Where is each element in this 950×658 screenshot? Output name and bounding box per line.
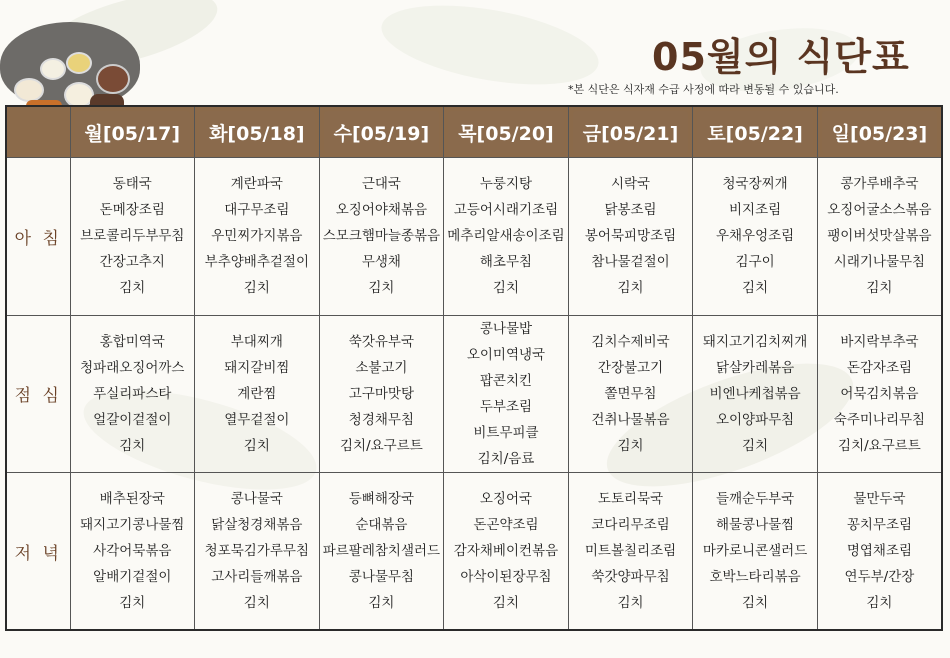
menu-item: 김구이 xyxy=(735,254,775,271)
menu-item: 들깨순두부국 xyxy=(715,491,795,507)
menu-item: 간장불고기 xyxy=(597,359,664,376)
menu-item: 건취나물볶음 xyxy=(591,411,670,428)
menu-item: 동태국 xyxy=(112,176,152,193)
menu-cell xyxy=(693,315,818,473)
menu-item: 콩나물국 xyxy=(230,491,283,507)
menu-item: 푸실리파스타 xyxy=(93,385,172,402)
menu-item: 순대볶음 xyxy=(355,517,408,533)
menu-item: 김치/요구르트 xyxy=(340,437,423,454)
menu-item: 호박느타리볶음 xyxy=(709,569,801,585)
menu-item: 쫄면무침 xyxy=(604,385,657,402)
menu-item: 김치 xyxy=(617,280,644,297)
menu-item: 김치 xyxy=(617,437,644,454)
menu-item: 해물콩나물찜 xyxy=(715,517,795,533)
menu-item: 김치 xyxy=(243,437,270,454)
menu-item: 계란파국 xyxy=(230,176,283,193)
menu-item: 간장고추지 xyxy=(99,254,165,271)
menu-cell xyxy=(319,158,444,316)
menu-item: 참나물겉절이 xyxy=(591,254,670,271)
menu-item: 닭살청경채볶음 xyxy=(211,517,303,533)
menu-item: 김치 xyxy=(742,280,769,297)
menu-item: 계란찜 xyxy=(237,385,277,402)
menu-item: 고구마맛탕 xyxy=(348,385,415,402)
menu-cell xyxy=(195,315,320,473)
menu-cell xyxy=(693,473,818,631)
menu-item: 미트볼칠리조림 xyxy=(584,543,677,559)
menu-item: 돈감자조림 xyxy=(846,359,913,376)
menu-cell xyxy=(319,315,444,473)
menu-item: 등뼈해장국 xyxy=(348,491,415,507)
meal-row xyxy=(6,473,942,631)
meal-label: 아 침 xyxy=(6,158,70,316)
menu-item: 시락국 xyxy=(610,176,651,193)
menu-item: 돈곤약조림 xyxy=(473,517,539,533)
menu-cell xyxy=(444,158,569,316)
menu-item: 비엔나케첩볶음 xyxy=(709,385,801,402)
menu-item: 누룽지탕 xyxy=(479,176,533,193)
menu-item: 닭봉조림 xyxy=(604,202,657,219)
meal-table xyxy=(5,105,943,631)
menu-item: 아삭이된장무침 xyxy=(460,569,552,585)
meal-row xyxy=(6,315,942,473)
menu-item: 비트무피클 xyxy=(473,424,539,441)
menu-item: 배추된장국 xyxy=(99,491,165,507)
menu-item: 닭살카레볶음 xyxy=(715,359,795,376)
menu-item: 대구무조림 xyxy=(224,202,290,219)
menu-item: 김치 xyxy=(742,437,769,454)
menu-item: 돼지고기콩나물찜 xyxy=(80,517,185,533)
menu-item: 우채우엉조림 xyxy=(715,228,795,245)
menu-cell xyxy=(195,158,320,316)
menu-item: 오징어굴소스볶음 xyxy=(827,202,932,219)
menu-cell xyxy=(444,315,569,473)
menu-item: 홍합미역국 xyxy=(99,333,165,350)
menu-item: 바지락부추국 xyxy=(840,333,919,350)
menu-item: 청경채무침 xyxy=(348,411,415,428)
menu-item: 오징어야채볶음 xyxy=(335,202,428,219)
day-header: 금[05/21] xyxy=(568,106,693,158)
menu-item: 김치 xyxy=(866,280,893,297)
menu-item: 돼지고기김치찌개 xyxy=(702,333,808,350)
menu-cell xyxy=(693,158,818,316)
menu-item: 김치 xyxy=(866,595,893,611)
menu-item: 도토리묵국 xyxy=(597,491,664,507)
menu-cell xyxy=(817,473,942,631)
menu-item: 김치 xyxy=(119,437,146,454)
notice-text: *본 식단은 식자재 수급 사정에 따라 변동될 수 있습니다. xyxy=(568,83,839,96)
menu-item: 해초무침 xyxy=(479,254,533,271)
menu-item: 우민찌가지볶음 xyxy=(211,228,303,245)
menu-item: 파르팔레참치샐러드 xyxy=(322,543,441,559)
menu-item: 김치 xyxy=(492,595,520,611)
menu-item: 브로콜리두부무침 xyxy=(80,228,185,245)
menu-cell xyxy=(568,315,693,473)
menu-item: 부대찌개 xyxy=(230,333,283,350)
menu-item: 꽁치무조림 xyxy=(846,517,913,533)
menu-item: 코다리무조림 xyxy=(591,517,670,533)
menu-item: 사각어묵볶음 xyxy=(93,543,172,559)
menu-item: 근대국 xyxy=(361,176,401,193)
meal-row xyxy=(6,158,942,316)
day-header: 월[05/17] xyxy=(70,106,195,158)
menu-cell xyxy=(319,473,444,631)
menu-item: 김치수제비국 xyxy=(591,333,670,350)
menu-item: 쑥갓양파무침 xyxy=(591,569,670,585)
menu-item: 고사리들깨볶음 xyxy=(211,569,303,585)
menu-item: 콩나물밥 xyxy=(479,320,533,337)
menu-item: 김치 xyxy=(742,595,769,611)
menu-item: 비지조림 xyxy=(729,202,782,219)
menu-item: 열무겉절이 xyxy=(224,411,290,428)
menu-item: 무생채 xyxy=(361,254,401,271)
menu-item: 김치 xyxy=(243,595,270,611)
menu-cell xyxy=(70,315,195,473)
menu-item: 소불고기 xyxy=(355,359,408,376)
menu-item: 부추양배추겉절이 xyxy=(204,254,309,271)
corner-cell xyxy=(6,106,70,158)
menu-item: 청포묵김가루무침 xyxy=(204,543,309,559)
menu-item: 고등어시래기조림 xyxy=(453,202,559,219)
menu-item: 오이양파무침 xyxy=(715,411,795,428)
day-header: 화[05/18] xyxy=(195,106,320,158)
menu-item: 김치 xyxy=(368,280,395,297)
menu-item: 메추리알새송이조림 xyxy=(447,228,565,245)
menu-item: 김치 xyxy=(119,280,146,297)
meal-label: 점 심 xyxy=(6,315,70,473)
menu-item: 청국장찌개 xyxy=(722,176,788,193)
menu-cell xyxy=(70,473,195,631)
menu-item: 김치 xyxy=(492,280,520,297)
menu-item: 마카로니콘샐러드 xyxy=(702,543,808,559)
menu-item: 봉어묵피망조림 xyxy=(584,228,677,245)
menu-cell xyxy=(568,473,693,631)
menu-item: 청파래오징어까스 xyxy=(80,359,185,376)
menu-item: 연두부/간장 xyxy=(844,569,915,585)
menu-cell xyxy=(817,315,942,473)
menu-item: 김치 xyxy=(617,595,644,611)
menu-item: 콩가루배추국 xyxy=(840,176,919,193)
menu-item: 오이미역냉국 xyxy=(466,346,546,363)
menu-item: 콩나물무침 xyxy=(348,569,415,585)
day-header-row xyxy=(6,106,942,158)
menu-item: 김치/음료 xyxy=(477,450,535,467)
menu-item: 어묵김치볶음 xyxy=(840,385,919,402)
menu-item: 시래기나물무침 xyxy=(833,254,926,271)
menu-cell xyxy=(568,158,693,316)
menu-item: 김치 xyxy=(368,595,395,611)
menu-cell xyxy=(70,158,195,316)
menu-item: 김치 xyxy=(119,595,146,611)
menu-item: 물만두국 xyxy=(853,491,906,507)
menu-item: 숙주미나리무침 xyxy=(833,411,926,428)
menu-item: 명엽채조림 xyxy=(846,543,913,559)
menu-item: 얼갈이겉절이 xyxy=(93,411,172,428)
day-header: 토[05/22] xyxy=(693,106,818,158)
menu-item: 팝콘치킨 xyxy=(479,372,533,389)
menu-item: 스모크햄마늘종볶음 xyxy=(322,228,441,245)
menu-item: 두부조림 xyxy=(479,398,533,415)
day-header: 일[05/23] xyxy=(817,106,942,158)
food-tray-image xyxy=(0,22,140,108)
meal-label: 저 녁 xyxy=(6,473,70,631)
menu-item: 알배기겉절이 xyxy=(93,569,172,585)
menu-item: 오징어국 xyxy=(479,491,533,507)
page-title: 05월의 식단표 xyxy=(652,35,910,79)
menu-cell xyxy=(817,158,942,316)
menu-item: 돈메장조림 xyxy=(99,202,165,219)
day-header: 수[05/19] xyxy=(319,106,444,158)
menu-cell xyxy=(195,473,320,631)
menu-item: 감자채베이컨볶음 xyxy=(453,543,559,559)
menu-item: 쑥갓유부국 xyxy=(348,333,415,350)
menu-item: 김치/요구르트 xyxy=(838,437,921,454)
menu-item: 팽이버섯맛살볶음 xyxy=(827,228,932,245)
day-header: 목[05/20] xyxy=(444,106,569,158)
menu-cell xyxy=(444,473,569,631)
menu-item: 돼지갈비찜 xyxy=(224,359,290,376)
menu-item: 김치 xyxy=(243,280,270,297)
